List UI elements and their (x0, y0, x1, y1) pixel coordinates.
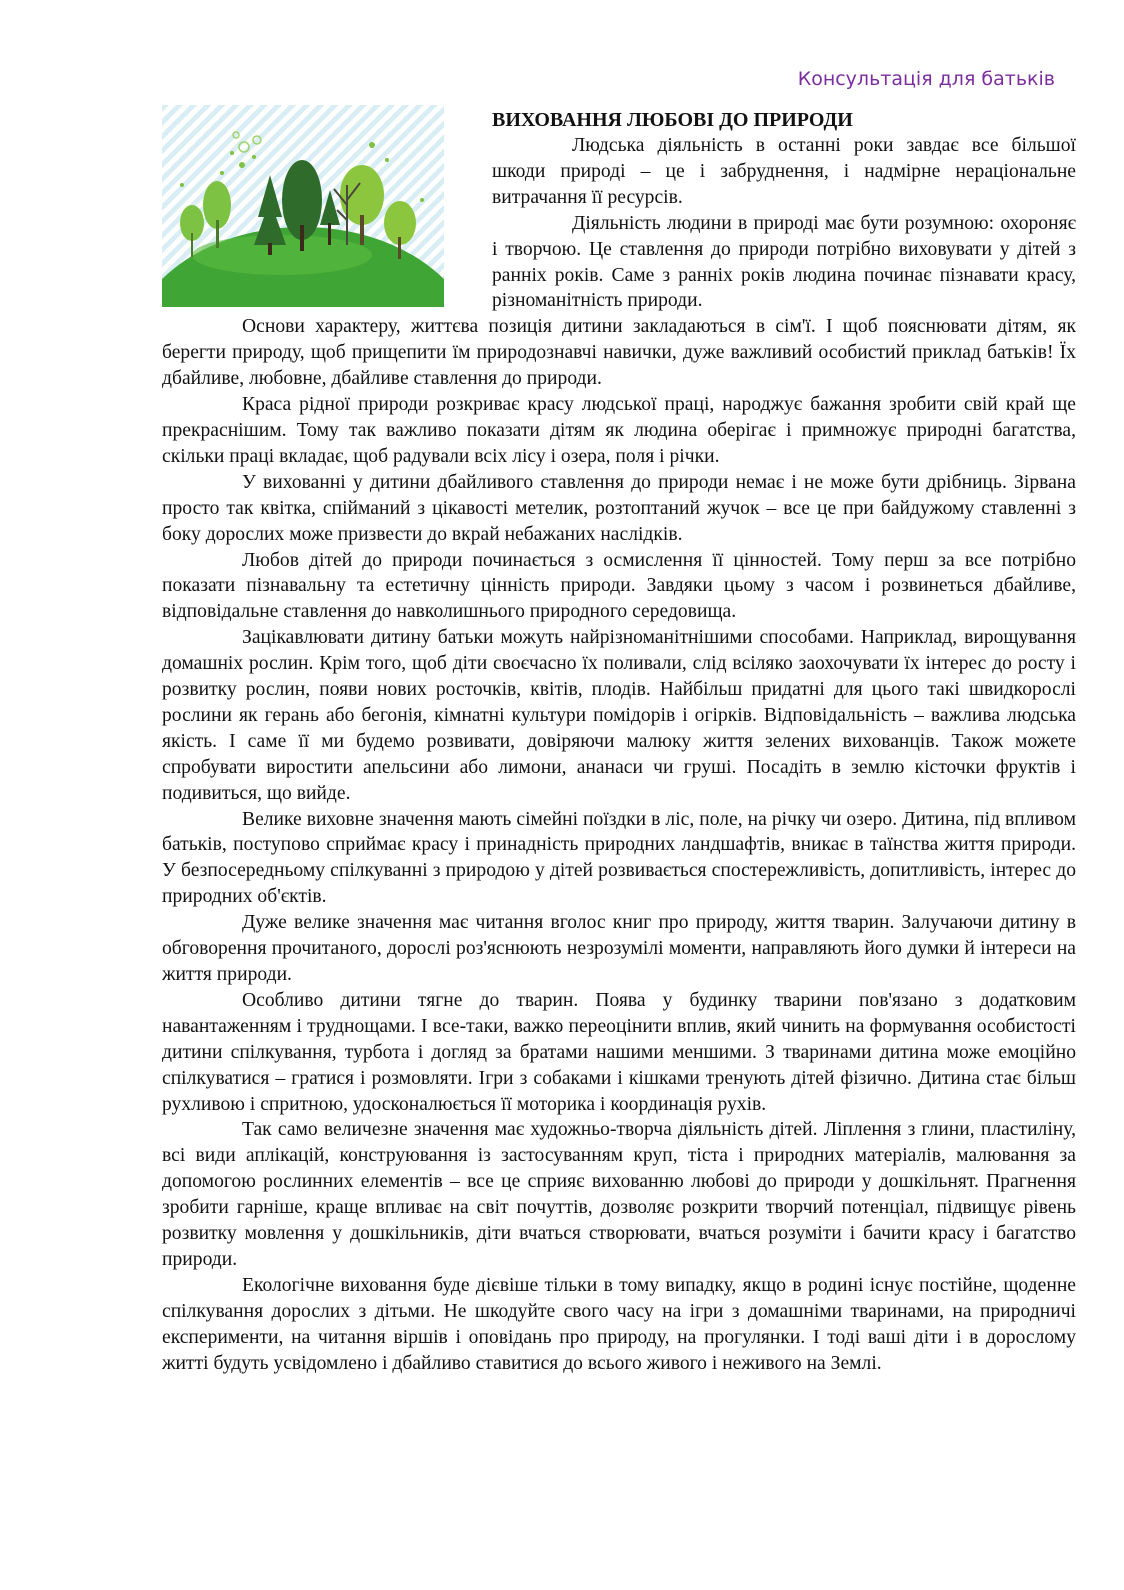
illustration-space (162, 107, 492, 314)
article-body (162, 107, 1076, 1377)
paragraph: Любов дітей до природи починається з осмислення її цінностей. Тому перш за все потрібно показати пізнавальну та естетичну цінність природи. Завдяки цьому з часом і розвинеться дбайливе, відповідальне ставлення до навколишнього природного середовища. (162, 549, 1076, 623)
paragraph: Екологічне виховання буде дієвіше тільки в тому випадку, якщо в родині існує постійне, щоденне спілкування дорослих з дітьми. Не шкодуйте свого часу на ігри з домашніми тваринами, на природничі експерименти, на читання віршів і оповідань про природу, на прогулянки. І тоді ваші діти і в дорослому житті будуть усвідомлено і дбайливо ставитися до всього живого і неживого на Землі. (162, 1274, 1076, 1374)
paragraph: Діяльність людини в природі має бути розумною: охороняє і творчою. Це ставлення до природи потрібно виховувати у дітей з ранніх років. Саме з ранніх років людина починає пізнавати красу, різноманітність природи. (492, 212, 1076, 312)
article-title: ВИХОВАННЯ ЛЮБОВІ ДО ПРИРОДИ (492, 109, 853, 131)
paragraph: Людська діяльність в останні роки завдає все більшої шкоди природі – це і забруднення, і надмірне нераціональне витрачання її ресурсів. (492, 135, 1076, 208)
paragraph: Велике виховне значення мають сімейні поїздки в ліс, поле, на річку чи озеро. Дитина, під впливом батьків, поступово сприймає красу і принадність природних ландшафтів, вникає в таїнства життя природи. У безпосередньому спілкуванні з природою у дітей розвивається спостережливість, допитливість, інтерес до природних об'єктів. (162, 808, 1076, 908)
paragraph: Краса рідної природи розкриває красу людської праці, народжує бажання зробити свій край ще прекраснішим. Тому так важливо показати дітям як людина оберігає і примножує природні багатства, скільки праці вкладає, щоб радували всіх лісу і озера, поля і річки. (162, 394, 1076, 467)
header-note: Консультація для батьків (797, 68, 1055, 90)
paragraph: Так само величезне значення має художньо-творча діяльність дітей. Ліплення з глини, пластиліну, всі види аплікацій, конструювання із застосуванням круп, тіста і природних матеріалів, малювання за допомогою рослинних елементів – все це сприяє вихованню любові до природи у дошкільнят. Прагнення зробити гарніше, краще впливає на світ почуттів, дозволяє розкрити творчий потенціал, підвищує рівень розвитку мовлення у дошкільників, діти вчаться створювати, вчаться розуміти і бачити красу і багатство природи. (162, 1119, 1076, 1270)
paragraph: Зацікавлювати дитину батьки можуть найрізноманітнішими способами. Наприклад, вирощування домашніх рослин. Крім того, щоб діти своєчасно їх поливали, слід всіляко заохочувати їх інтерес до росту і розвитку рослин, появи нових росточків, квітів, плодів. Найбільш придатні для цього такі швидкорослі рослини як герань або бегонія, кімнатні культури помідорів і огірків. Відповідальність – важлива людська якість. І саме її ми будемо розвивати, довіряючи малюку життя зелених вихованців. Також можете спробувати виростити апельсини або лимони, ананаси чи груші. Посадіть в землю кісточки фруктів і подивиться, що вийде. (162, 627, 1076, 804)
paragraph: У вихованні у дитини дбайливого ставлення до природи немає і не може бути дрібниць. Зірвана просто так квітка, спійманий з цікавості метелик, розтоптаний жучок – все це при байдужому ставленні з боку дорослих може призвести до вкрай небажаних наслідків. (162, 471, 1076, 545)
paragraph: Дуже велике значення має читання вголос книг про природу, життя тварин. Залучаючи дитину в обговорення прочитаного, дорослі роз'яснюють незрозумілі моменти, направляють його думки й інтереси на життя природи. (162, 912, 1076, 985)
paragraph: Особливо дитини тягне до тварин. Поява у будинку тварини пов'язано з додатковим навантаженням і труднощами. І все-таки, важко переоцінити вплив, який чинить на формування особистості дитини спілкування, турбота і догляд за братами нашими меншими. З тваринами дитина може емоційно спілкуватися – гратися і розмовляти. Ігри з собаками і кішками тренують дітей фізично. Дитина стає більш рухливою і спритною, удосконалюється її моторика і координація рухів. (162, 989, 1076, 1115)
paragraph: Основи характеру, життєва позиція дитини закладаються в сім'ї. І щоб пояснювати дітям, як берегти природу, щоб прищепити їм природознавчі навички, дуже важливий особистий приклад батьків! Їх дбайливе, любовне, дбайливе ставлення до природи. (162, 316, 1076, 390)
